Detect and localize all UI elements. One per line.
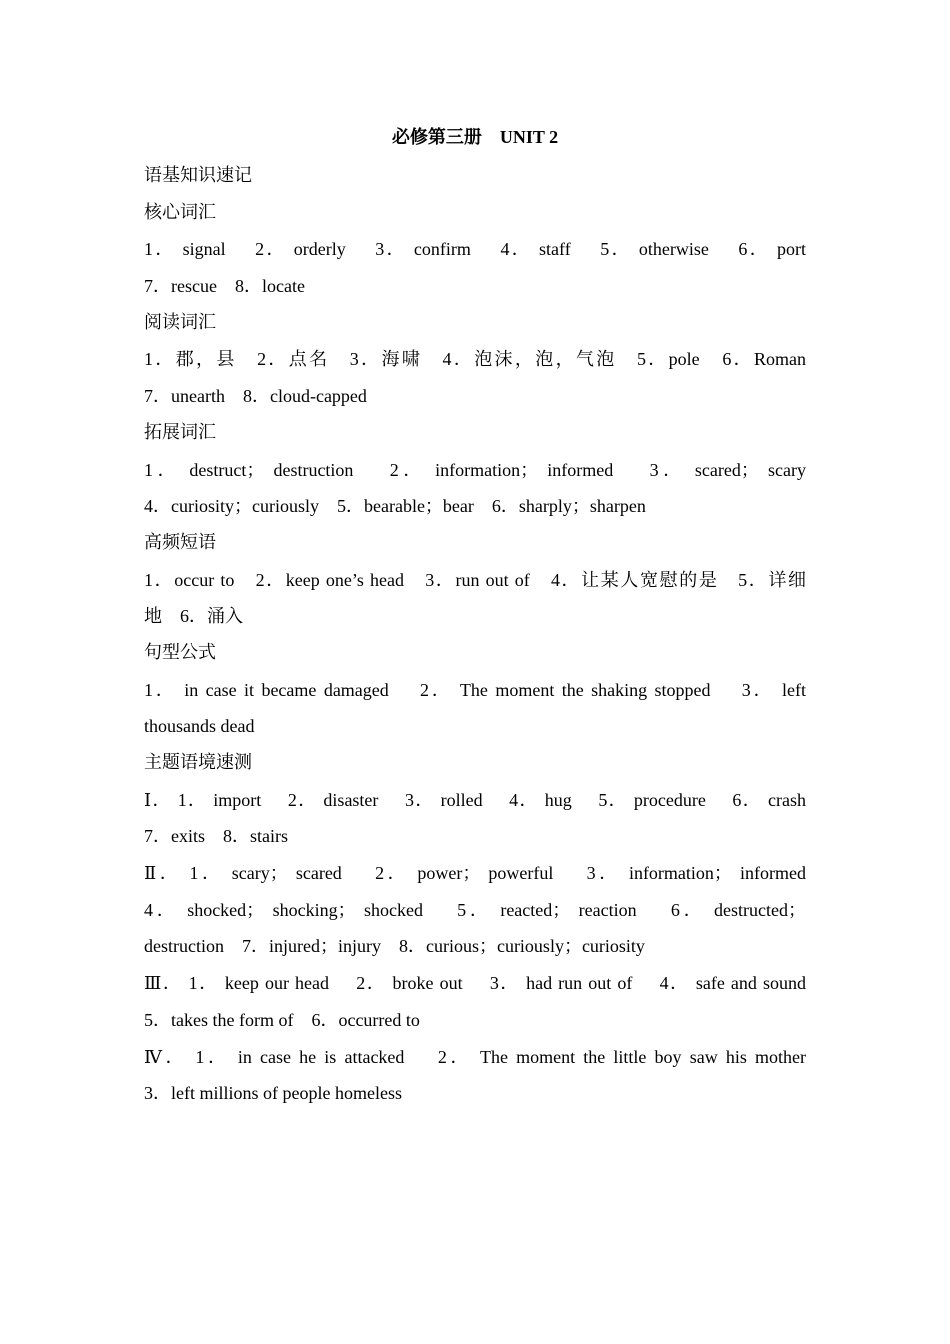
answer-line: Ⅳ． 1． in case he is attacked 2． The moment the little boy saw his mother <box>144 1046 806 1067</box>
answer-line: 4． shocked； shocking； shocked 5． reacted； reaction 6． destructed； <box>144 899 806 920</box>
answer-line: Ⅰ． 1． import 2． disaster 3． rolled 4． hug 5． procedure 6． crash <box>144 789 806 810</box>
answer-line: destruction 7．injured；injury 8．curious；curiously；curiosity <box>144 936 645 957</box>
answer-line: Ⅲ． 1． keep our head 2． broke out 3． had run out of 4． safe and sound <box>144 973 806 994</box>
answer-content <box>144 158 806 1112</box>
answer-line: 1． destruct； destruction 2． information； informed 3． scared； scary <box>144 459 806 480</box>
answer-line: 3．left millions of people homeless <box>144 1083 402 1104</box>
answer-line: 4．curiosity；curiously 5．bearable；bear 6．sharply；sharpen <box>144 496 646 517</box>
answer-line: 7．unearth 8．cloud-capped <box>144 386 367 407</box>
answer-line: Ⅱ． 1． scary； scared 2． power； powerful 3． information； informed <box>144 863 806 884</box>
answer-line: 7．exits 8．stairs <box>144 826 288 847</box>
section-heading-extended-vocabulary: 拓展词汇 <box>144 421 216 443</box>
section-heading-theme-context-test: 主题语境速测 <box>144 752 252 773</box>
section-heading-reading-vocabulary: 阅读词汇 <box>144 311 216 333</box>
answer-line: 地 6．涌入 <box>144 606 243 627</box>
answer-line: 5．takes the form of 6．occurred to <box>144 1009 420 1030</box>
section-heading-sentence-patterns: 句型公式 <box>144 641 216 663</box>
answer-line: 7．rescue 8．locate <box>144 276 305 297</box>
answer-line: 1．occur to 2．keep one’s head 3．run out of 4．让某人宽慰的是 5．详细 <box>144 569 806 590</box>
answer-line: 1． in case it became damaged 2． The moment the shaking stopped 3． left <box>144 679 806 700</box>
answer-line: thousands dead <box>144 716 255 737</box>
section-heading-basic-knowledge: 语基知识速记 <box>144 165 252 186</box>
answer-line: 1．郡，县 2．点名 3．海啸 4．泡沫，泡，气泡 5．pole 6．Roman <box>144 349 806 370</box>
page-title: 必修第三册 UNIT 2 <box>391 127 559 147</box>
section-heading-high-frequency-phrases: 高频短语 <box>144 531 216 553</box>
answer-line: 1． signal 2． orderly 3． confirm 4． staff 5． otherwise 6． port <box>144 239 806 260</box>
section-heading-core-vocabulary: 核心词汇 <box>144 201 216 223</box>
